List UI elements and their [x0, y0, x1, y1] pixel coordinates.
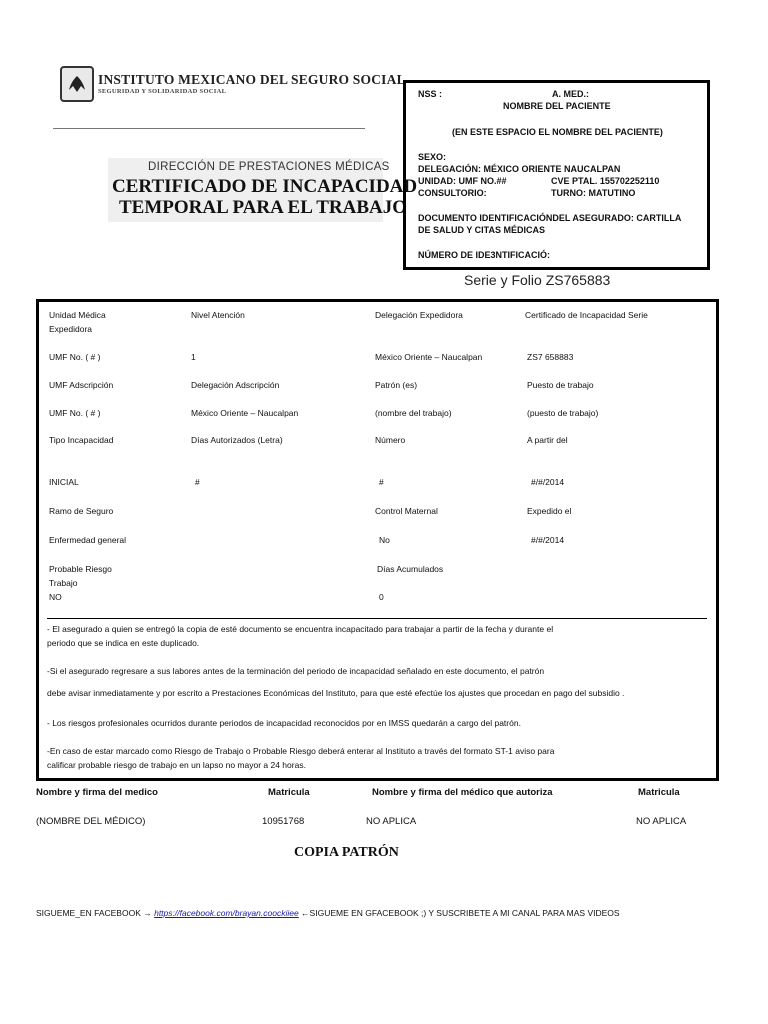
authorizing-matricula-value: NO APLICA [636, 816, 687, 827]
note-3: - Los riesgos profesionales ocurridos durante periodos de incapacidad reconocidos por en IMSS quedarán a cargo del patrón. [47, 718, 521, 728]
institution-motto: SEGURIDAD Y SOLIDARIDAD SOCIAL [98, 88, 227, 95]
patient-info-box [403, 80, 710, 270]
cell-riesgo-value: NO [49, 592, 62, 602]
cell-expedido-el: Expedido el [527, 506, 572, 516]
delegacion-field: DELEGACIÓN: MÉXICO ORIENTE NAUCALPAN [418, 164, 621, 174]
cell-umf-no: UMF No. ( # ) [49, 352, 101, 362]
cell-control-value: No [379, 535, 390, 545]
copy-label: COPIA PATRÓN [294, 845, 399, 860]
institution-name: INSTITUTO MEXICANO DEL SEGURO SOCIAL [98, 72, 406, 87]
direction-label: DIRECCIÓN DE PRESTACIONES MÉDICAS [148, 161, 390, 173]
cell-puesto-trabajo: Puesto de trabajo [527, 380, 594, 390]
cell-expedido-value: #/#/2014 [531, 535, 565, 545]
patient-name-label: NOMBRE DEL PACIENTE [503, 101, 611, 111]
documento-line1: DOCUMENTO IDENTIFICACIÓNDEL ASEGURADO: CARTILLA [418, 213, 682, 223]
cell-enfermedad-general: Enfermedad general [49, 535, 127, 545]
footer-prefix: SIGUEME_EN FACEBOOK → [36, 908, 155, 918]
cell-serie-value: ZS7 658883 [527, 352, 574, 362]
cell-numero: Número [375, 435, 406, 445]
document-title-line1: CERTIFICADO DE INCAPACIDAD [112, 176, 418, 197]
footer-suffix: ←SIGUEME EN GFACEBOOK ;) Y SUSCRIBETE A MI CANAL PARA MAS VIDEOS [298, 908, 620, 918]
cell-dias-autorizados: Días Autorizados (Letra) [191, 435, 283, 445]
amed-label: A. MED.: [552, 89, 589, 99]
note-2-line2: debe avisar inmediatamente y por escrito a Prestaciones Económicas del Instituto, para que esté efectúe los ajustes que procedan en pago del subsidio . [47, 688, 625, 698]
note-4-line1: -En caso de estar marcado como Riesgo de Trabajo o Probable Riesgo deberá enterar al Instituto a través del formato ST-1 aviso para [47, 746, 555, 756]
cell-delegacion-expedidora: Delegación Expedidora [375, 310, 463, 320]
cell-inicial: INICIAL [49, 477, 79, 487]
cell-expedidora: Expedidora [49, 324, 93, 334]
cell-trabajo: Trabajo [49, 578, 78, 588]
cell-umf-adscripcion: UMF Adscripción [49, 380, 114, 390]
cell-puesto-value: (puesto de trabajo) [527, 408, 599, 418]
cell-patron: Patrón (es) [375, 380, 418, 390]
cell-numero-value: # [379, 477, 384, 487]
matricula-header: Matricula [268, 787, 310, 798]
cell-dias-value: # [195, 477, 200, 487]
turno-field: TURNO: MATUTINO [551, 188, 636, 198]
cell-unidad-medica: Unidad Médica [49, 310, 106, 320]
note-1-line2: periodo que se indica en este duplicado. [47, 638, 200, 648]
note-1-line1: - El asegurado a quien se entregó la copia de esté documento se encuentra incapacitado para trabajar a partir de la fecha y durante el [47, 624, 554, 634]
nss-label: NSS : [418, 89, 443, 99]
cell-fecha-inicio: #/#/2014 [531, 477, 565, 487]
cell-certificado-serie: Certificado de Incapacidad Serie [525, 310, 648, 320]
numero-identificacion: NÚMERO DE IDE3NTIFICACIÓ: [418, 250, 551, 260]
cell-a-partir-del: A partir del [527, 435, 568, 445]
authorizing-doctor-header: Nombre y firma del médico que autoriza [372, 787, 553, 798]
doctor-signature-header: Nombre y firma del medico [36, 787, 158, 798]
cve-ptal-field: CVE PTAL. 155702252110 [551, 176, 660, 186]
authorizing-matricula-header: Matricula [638, 787, 680, 798]
patient-name-value: (EN ESTE ESPACIO EL NOMBRE DEL PACIENTE) [452, 127, 663, 137]
cell-nivel-value: 1 [191, 352, 196, 362]
cell-delegacion-value: México Oriente – Naucalpan [375, 352, 483, 362]
note-2-line1: -Si el asegurado regresare a sus labores antes de la terminación del periodo de incapacidad señalado en este documento, el patrón [47, 666, 545, 676]
cell-nivel-atencion: Nivel Atención [191, 310, 245, 320]
cell-ramo-seguro: Ramo de Seguro [49, 506, 114, 516]
cell-umf-no-2: UMF No. ( # ) [49, 408, 101, 418]
table-divider [47, 618, 707, 619]
serie-folio: Serie y Folio ZS765883 [464, 272, 611, 288]
note-4-line2: calificar probable riesgo de trabajo en un lapso no mayor a 24 horas. [47, 760, 306, 770]
consultorio-field: CONSULTORIO: [418, 188, 487, 198]
cell-probable-riesgo: Probable Riesgo [49, 564, 112, 574]
cell-patron-value: (nombre del trabajo) [375, 408, 452, 418]
unidad-field: UNIDAD: UMF NO.## [418, 176, 507, 186]
cell-adscripcion-value: México Oriente – Naucalpan [191, 408, 299, 418]
imss-eagle-logo-icon [60, 66, 94, 102]
cell-dias-acumulados: Días Acumulados [377, 564, 444, 574]
cell-tipo-incapacidad: Tipo Incapacidad [49, 435, 114, 445]
matricula-value: 10951768 [262, 816, 305, 827]
sexo-label: SEXO: [418, 152, 447, 162]
cell-delegacion-adscripcion: Delegación Adscripción [191, 380, 280, 390]
cell-acumulados-value: 0 [379, 592, 384, 602]
doctor-name-value: (NOMBRE DEL MÉDICO) [36, 816, 146, 827]
document-title-line2: TEMPORAL PARA EL TRABAJO [119, 197, 408, 218]
cell-control-maternal: Control Maternal [375, 506, 438, 516]
footer-text [36, 908, 620, 918]
certificate-table [36, 299, 719, 781]
facebook-link[interactable]: https://facebook.com/brayan.coockiiee [154, 908, 299, 918]
header-divider [53, 128, 365, 129]
authorizing-doctor-value: NO APLICA [366, 816, 417, 827]
documento-line2: DE SALUD Y CITAS MÉDICAS [418, 225, 546, 235]
